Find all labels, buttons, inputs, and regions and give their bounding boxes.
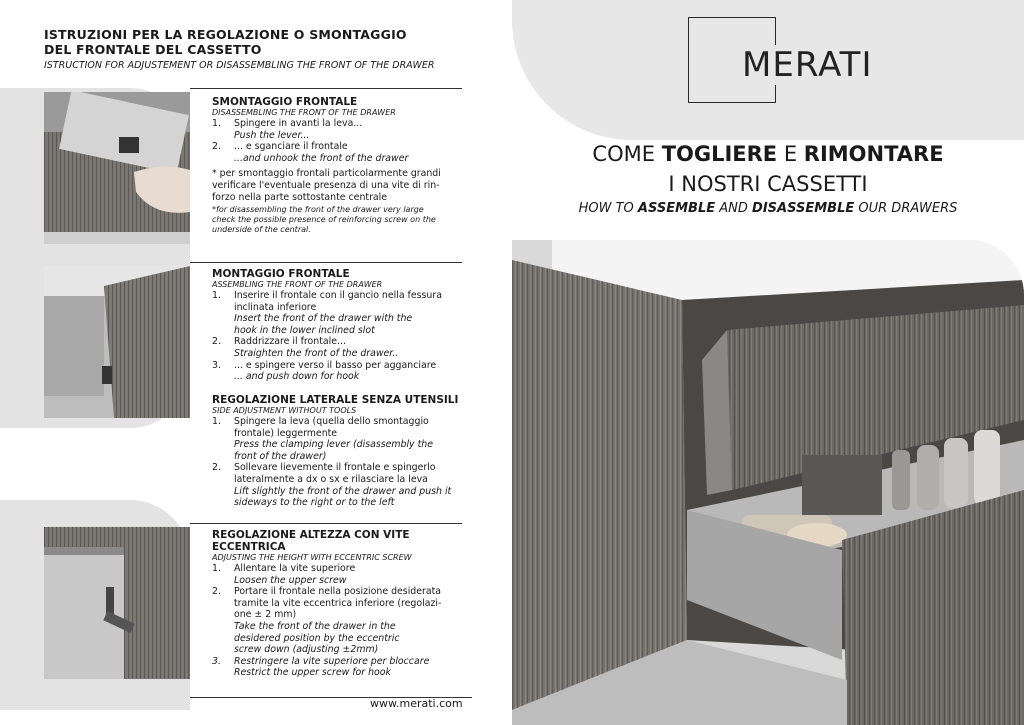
section-assembling — [212, 268, 472, 383]
step-text: Inserire il frontale con il gancio nella fessura — [234, 290, 442, 301]
step-text: ... e spingere verso il basso per agganciare — [234, 359, 437, 371]
photo-eccentric-screw — [44, 527, 190, 679]
step-text-en: desidered position by the eccentric — [234, 632, 400, 644]
section-title: REGOLAZIONE ALTEZZA CON VITE ECCENTRICA — [212, 529, 410, 553]
step-text: Restringere la vite superiore per bloccare — [234, 655, 430, 667]
step-text-en: Insert the front of the drawer with the — [234, 313, 413, 325]
cover-title-line2: I NOSTRI CASSETTI — [668, 172, 868, 196]
step-text-en: Push the lever... — [234, 129, 310, 141]
step-number: 1. — [212, 118, 221, 129]
step-number: 2. — [212, 336, 221, 348]
note-en: underside of the central. — [212, 225, 311, 235]
step-text: Spingere in avanti la leva... — [234, 118, 363, 129]
divider — [190, 523, 462, 524]
section-title: REGOLAZIONE LATERALE SENZA UTENSILI — [212, 394, 459, 406]
step-text: lateralmente a dx o sx e rilasciare la leva — [234, 473, 428, 485]
photo-front-insert — [44, 266, 190, 418]
step-number: 2. — [212, 141, 221, 153]
step-text-en: sideways to the right or to the left — [234, 497, 395, 509]
section-title: MONTAGGIO FRONTALE — [212, 268, 350, 280]
section-subtitle: DISASSEMBLING THE FRONT OF THE DRAWER — [212, 108, 396, 117]
cover-title-line1: COME TOGLIERE E RIMONTARE — [592, 142, 944, 166]
step-number: 1. — [212, 290, 221, 301]
note-it: verificare l'eventuale presenza di una vite di rin- — [212, 179, 440, 191]
step-text-en: screw down (adjusting ±2mm) — [234, 644, 379, 656]
cover-subtitle: HOW TO ASSEMBLE AND DISASSEMBLE OUR DRAWERS — [578, 201, 958, 216]
header-subtitle: ISTRUCTION FOR ADJUSTEMENT OR DISASSEMBLING THE FRONT OF THE DRAWER — [44, 60, 435, 71]
step-text: Sollevare lievemente il frontale e spingerlo — [234, 462, 436, 474]
step-text-en: Lift slightly the front of the drawer and push it — [234, 485, 452, 497]
photo-lever-push — [44, 92, 190, 244]
step-text: inclinata inferiore — [234, 301, 317, 313]
divider — [190, 262, 462, 263]
step-number: 3. — [212, 655, 221, 667]
step-text-en: hook in the lower inclined slot — [234, 324, 375, 336]
step-number: 3. — [212, 359, 221, 371]
step-number: 1. — [212, 416, 221, 427]
step-text-en: ... and push down for hook — [234, 371, 360, 383]
step-number: 1. — [212, 563, 221, 574]
step-number: 2. — [212, 586, 221, 598]
step-text-en: Restrict the upper screw for hook — [234, 667, 391, 679]
section-subtitle: SIDE ADJUSTMENT WITHOUT TOOLS — [212, 406, 357, 415]
step-text-en: Straighten the front of the drawer.. — [234, 347, 399, 359]
step-text-en: Loosen the upper screw — [234, 574, 347, 586]
step-text: Portare il frontale nella posizione desiderata — [234, 586, 442, 598]
step-text: tramite la vite eccentrica inferiore (regolazi- — [234, 597, 442, 609]
section-subtitle: ASSEMBLING THE FRONT OF THE DRAWER — [212, 280, 383, 289]
section-subtitle: ADJUSTING THE HEIGHT WITH ECCENTRIC SCREW — [212, 553, 412, 562]
note-en: check the possible presence of reinforcing screw on the — [212, 215, 436, 225]
step-text: one ± 2 mm) — [234, 609, 297, 621]
merati-logo: MERATI — [742, 45, 873, 85]
step-text-en: Take the front of the drawer in the — [234, 620, 396, 632]
section-title: SMONTAGGIO FRONTALE — [212, 96, 358, 108]
website-link[interactable]: www.merati.com — [370, 697, 463, 710]
note-it: forzo nella parte sottostante centrale — [212, 191, 388, 203]
step-text-en: ...and unhook the front of the drawer — [234, 152, 409, 164]
step-text: ... e sganciare il frontale — [234, 141, 348, 153]
step-text: Allentare la vite superiore — [234, 563, 356, 574]
section-side-adjustment — [212, 394, 472, 509]
step-text: Spingere la leva (quella dello smontaggio — [234, 416, 429, 427]
divider — [190, 88, 462, 89]
cover-page — [512, 0, 1024, 725]
step-text-en: front of the drawer) — [234, 450, 327, 462]
step-text: Raddrizzare il frontale... — [234, 336, 346, 348]
note-en: *for disassembling the front of the drawer very large — [212, 205, 424, 215]
note-it: * per smontaggio frontali particolarmente grandi — [212, 168, 441, 180]
photo-drawer-unit — [512, 240, 1024, 725]
section-disassembling — [212, 96, 472, 235]
header-title-line2: DEL FRONTALE DEL CASSETTO — [44, 42, 262, 57]
header-title-line1: ISTRUZIONI PER LA REGOLAZIONE O SMONTAGGIO — [44, 27, 407, 42]
section-height-adjustment — [212, 529, 472, 679]
step-text-en: Press the clamping lever (disassembly the — [234, 439, 433, 451]
step-number: 2. — [212, 462, 221, 474]
step-text: frontale) leggermente — [234, 427, 338, 439]
